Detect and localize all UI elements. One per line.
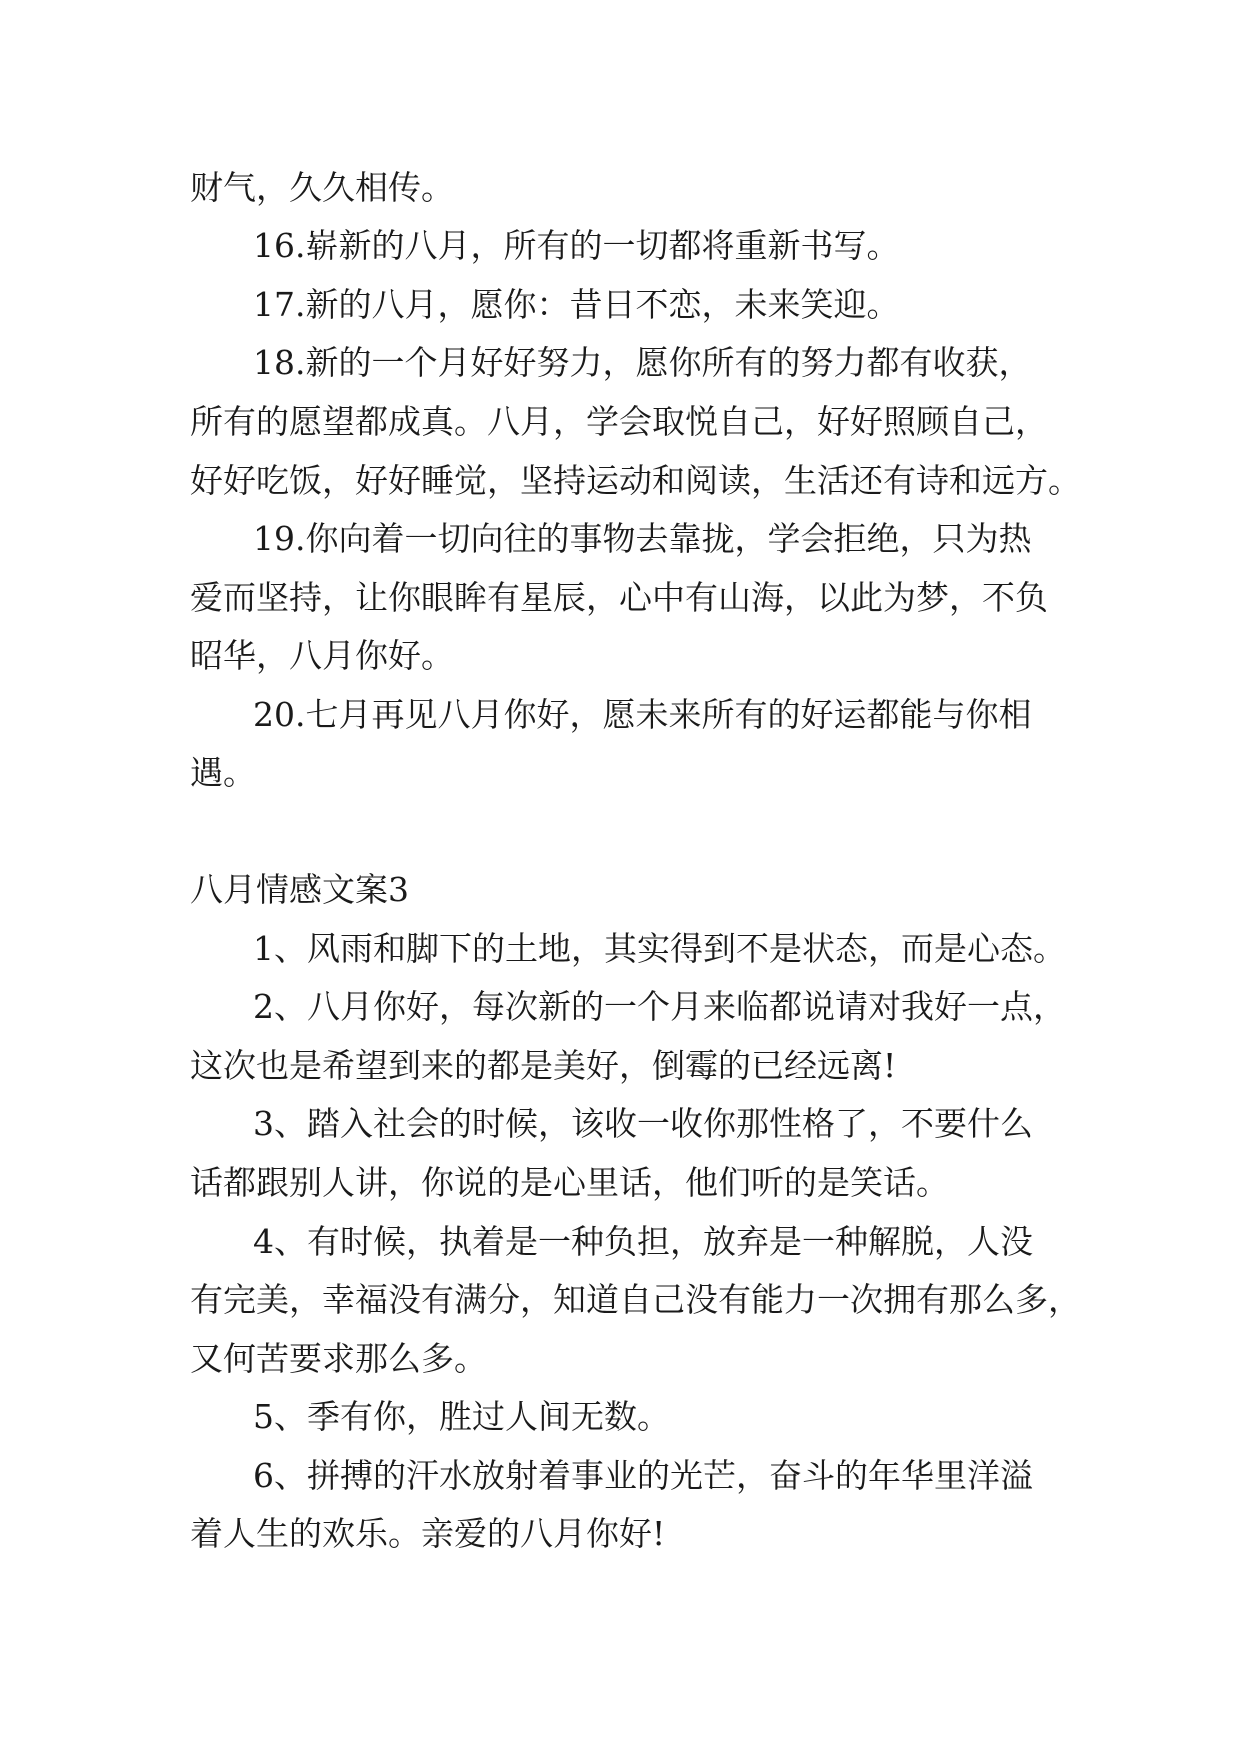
section-heading: 八月情感文案3: [190, 870, 409, 909]
text-line: 话都跟别人讲，你说的是心里话，他们听的是笑话。: [190, 1163, 949, 1202]
text-line: 这次也是希望到来的都是美好，倒霉的已经远离!: [190, 1046, 897, 1085]
text-line: 20.七月再见八月你好，愿未来所有的好运都能与你相: [253, 695, 1032, 734]
text-line: 爱而坚持，让你眼眸有星辰，心中有山海，以此为梦，不负: [190, 578, 1048, 617]
text-line: 4、有时候，执着是一种负担，放弃是一种解脱，人没: [253, 1222, 1033, 1261]
text-line: 19.你向着一切向往的事物去靠拢，学会拒绝，只为热: [253, 519, 1032, 558]
text-line: 1、风雨和脚下的土地，其实得到不是状态，而是心态。: [253, 929, 1066, 968]
text-line: 昭华，八月你好。: [190, 636, 454, 675]
text-line: 5、季有你，胜过人间无数。: [253, 1397, 670, 1436]
text-line: 17.新的八月，愿你：昔日不恋，未来笑迎。: [253, 285, 900, 324]
text-line: 着人生的欢乐。亲爱的八月你好!: [190, 1514, 666, 1553]
text-line: 财气，久久相传。: [190, 168, 454, 207]
text-line: 2、八月你好，每次新的一个月来临都说请对我好一点，: [253, 987, 1066, 1026]
text-line: 有完美，幸福没有满分，知道自己没有能力一次拥有那么多，: [190, 1280, 1081, 1319]
text-line: 又何苦要求那么多。: [190, 1339, 487, 1378]
text-line: 6、拼搏的汗水放射着事业的光芒，奋斗的年华里洋溢: [253, 1456, 1033, 1495]
text-line: 遇。: [190, 753, 256, 792]
text-line: 16.崭新的八月，所有的一切都将重新书写。: [253, 226, 900, 265]
text-line: 3、踏入社会的时候，该收一收你那性格了，不要什么: [253, 1104, 1033, 1143]
text-line: 18.新的一个月好好努力，愿你所有的努力都有收获，: [253, 343, 1032, 382]
text-line: 所有的愿望都成真。八月，学会取悦自己，好好照顾自己，: [190, 402, 1048, 441]
text-line: 好好吃饭，好好睡觉，坚持运动和阅读，生活还有诗和远方。: [190, 461, 1081, 500]
